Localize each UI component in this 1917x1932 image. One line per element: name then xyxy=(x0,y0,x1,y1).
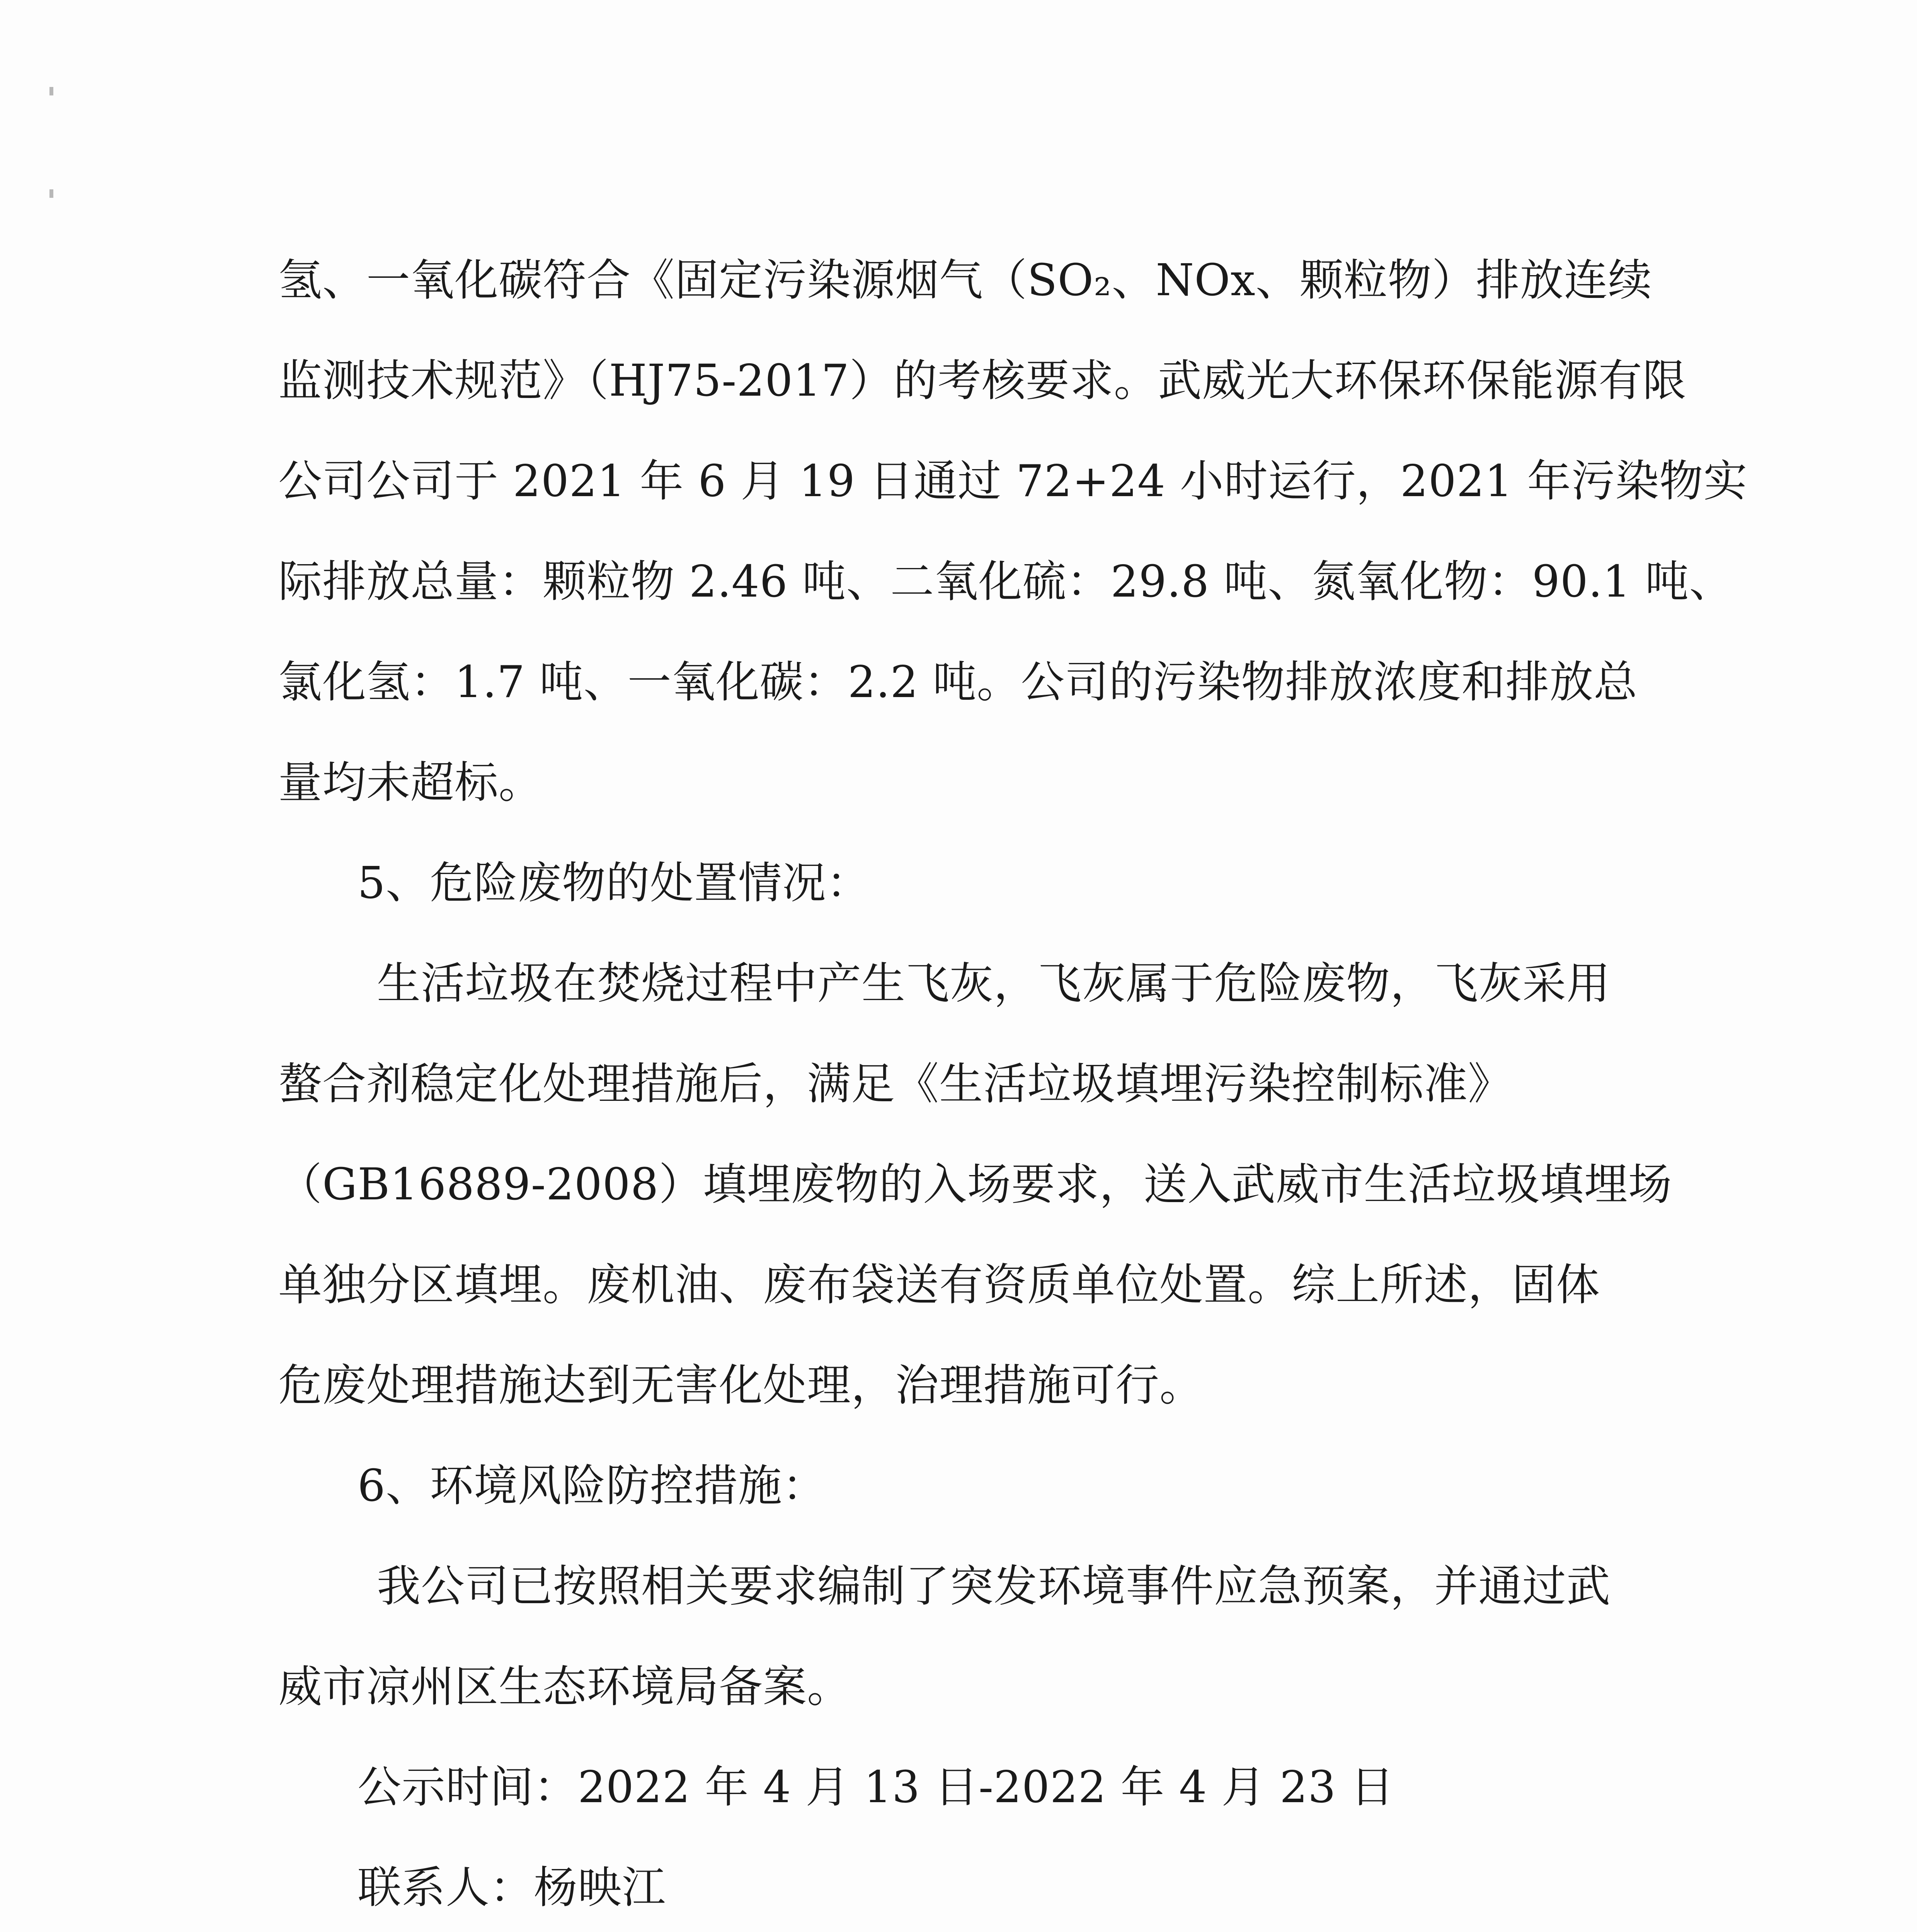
section-5-line-3: （GB16889-2008）填埋废物的入场要求，送入武威市生活垃圾填埋场 xyxy=(278,1159,1672,1210)
section-5-line-5: 危废处理措施达到无害化处理，治理措施可行。 xyxy=(278,1360,1204,1411)
body-line-6: 量均未超标。 xyxy=(278,757,543,808)
section-5-line-1: 生活垃圾在焚烧过程中产生飞灰，飞灰属于危险废物，飞灰采用 xyxy=(377,958,1611,1009)
body-line-2: 监测技术规范》（HJ75-2017）的考核要求。武威光大环保环保能源有限 xyxy=(278,355,1687,406)
section-5-line-4: 单独分区填埋。废机油、废布袋送有资质单位处置。综上所述，固体 xyxy=(278,1259,1600,1310)
section-6-heading: 6、环境风险防控措施： xyxy=(358,1460,826,1511)
section-6-line-1: 我公司已按照相关要求编制了突发环境事件应急预案，并通过武 xyxy=(377,1561,1611,1612)
body-line-1: 氢、一氧化碳符合《固定污染源烟气（SO₂、NOx、颗粒物）排放连续 xyxy=(278,255,1652,306)
body-line-5: 氯化氢：1.7 吨、一氧化碳：2.2 吨。公司的污染物排放浓度和排放总 xyxy=(278,656,1638,707)
contact-person: 联系人：杨映江 xyxy=(358,1862,666,1913)
body-line-4: 际排放总量：颗粒物 2.46 吨、二氧化硫：29.8 吨、氮氧化物：90.1 吨、 xyxy=(278,556,1733,607)
scan-speck xyxy=(49,87,53,95)
publicity-period: 公示时间：2022 年 4 月 13 日-2022 年 4 月 23 日 xyxy=(358,1762,1394,1813)
section-6-line-2: 威市凉州区生态环境局备案。 xyxy=(278,1661,851,1712)
body-line-3: 公司公司于 2021 年 6 月 19 日通过 72+24 小时运行，2021 年污染物实 xyxy=(278,456,1748,507)
scan-speck xyxy=(49,189,53,198)
section-5-heading: 5、危险废物的处置情况： xyxy=(358,857,870,908)
section-5-line-2: 螯合剂稳定化处理措施后，满足《生活垃圾填埋污染控制标准》 xyxy=(278,1058,1512,1109)
